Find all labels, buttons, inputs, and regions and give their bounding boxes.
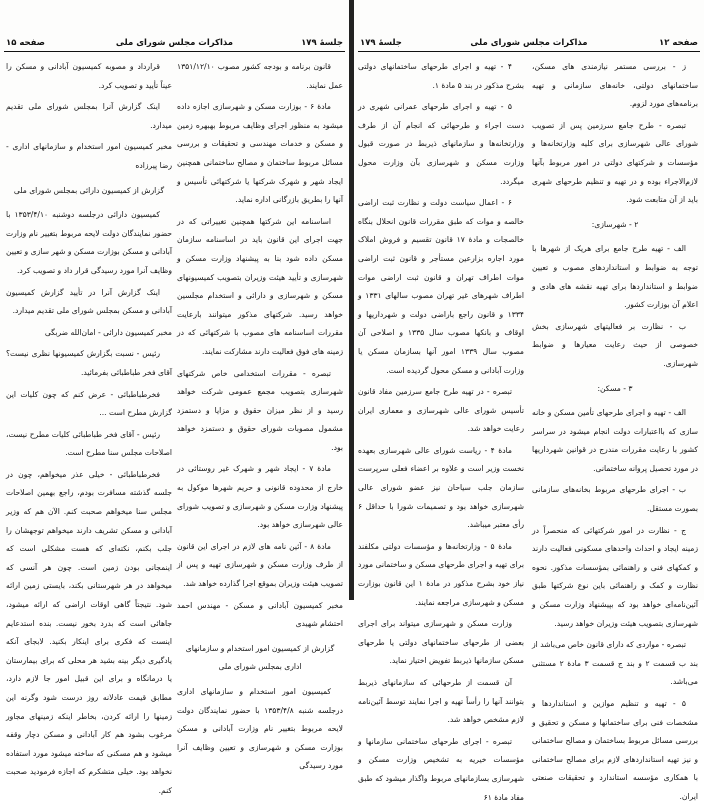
text-column-left [358,58,524,810]
page-number: صفحه ۱۵ [6,38,45,48]
note-paragraph: تبصره - طرح جامع سرزمین پس از تصویب شورای عالی شهرسازی برای کلیه وزارتخانه‌ها و مؤسسات و شرکتهای دولتی در امور مربوط بآنها لازم‌الاجراء بوده و در تهیه و تنظیم طرحهای شهری باید از آن متابعت شود. [532,120,698,205]
section-heading: گزارش از کمیسیون دارائی بمجلس شورای ملی [13,185,165,195]
session-number: جلسهٔ ۱۷۹ [360,38,402,48]
right-page [354,0,704,802]
speaker-paragraph: فخرطباطبائی - خیلی عذر میخواهم، چون در جلسه گذشته مسافرت بودم، راجع بهمین اصلاحات مجلس سنا میخواهم صحبت کنم. الآن هم که وزیر آبادانی و مسکن تشریف دارند میخواهم توجهشان را جلب بکنم، نکته‌ای که هست مشکلی است که اینمجانی بودن زمین است. چون هر آنسی که میخواهد در هر شهرستانی بکند، بایستی زمین ارائه شود. نتیجتاً گاهی اوقات اراضی که ارائه میشود، جاهائی است که بدرد بخور نیست. بنده استدعایم اینست که فکری برای اینکار بکنید. لابجای آنکه یادگیری دیگر بینه بشید هر محلی که برای بیمارستان یا درمانگاه و برای این قبیل امور جا لازم دارد، مطابق قیمت عادلانه روز درست شود وگرنه این زمینها را ارائه کردن، بخاطر اینکه زمینهای مجاور مرغوب بشود هم کار آبادانی و مسکن دچار وقفه میشود و هم مسکنی که ساخته میشود مورد استفاده نخواهد بود. خیلی متشکرم که اجازه فرمودید صحبت کنم. [6,469,172,795]
paragraph: قانون برنامه و بودجه کشور مصوب ۱۳۵۱/۱۲/۱۰ عمل نمایند. [177,62,343,90]
speaker-paragraph: رئیس - نسبت بگزارش کمیسیونها نظری نیست؟ آقای فخر طباطبائی بفرمائید. [6,349,172,377]
paragraph: ج - نظارت در امور شرکتهائی که منحصراً در زمینه ایجاد و احداث واحدهای مسکونی فعالیت دارند و کمکهای فنی و راهنمائی بمؤسسات مذکور. نحوه نظارت و کمک و راهنمائی باین نوع شرکتها طبق آئین‌نامه‌ای خواهد بود که بپیشنهاد وزارت مسکن و شهرسازی بتصویب هیئت وزیران خواهد رسید. [532,525,698,628]
paragraph: ب - اجرای طرحهای مربوط بخانه‌های سازمانی بصورت مستقل. [532,485,698,514]
article-5: مادهٔ ۵ - وزارتخانه‌ها و مؤسسات دولتی مکلفند برای تهیه و اجرای طرحهای مسکن و ساختمانی مورد نیاز خود بشرح مذکور در مادهٔ ۱ این قانون بوزارت مسکن و شهرسازی مراجعه نمایند. [358,541,524,607]
paragraph: ۵ - تهیه و اجرای طرحهای عمرانی شهری در دست اجراء و طرحهائی که انجام آن از طرف وزارتخانه‌ها و سازمانهای ذیربط در صورت قبول وزارت مسکن و شهرسازی بآن وزارت محول میگردد. [358,102,524,186]
text-column-left [6,58,172,804]
signature: مخبر کمیسیون آبادانی و مسکن - مهندس احمد احتشام شهیدی [177,600,343,629]
paragraph: الف - تهیه طرح جامع برای هریک از شهرها با توجه به ضوابط و استانداردهای مصوب و تعیین ضوابط و استانداردها برای تهیه نقشه های هادی و اعلام آن بوزارت کشور. [532,244,698,310]
note-paragraph: تبصره - در تهیه طرح جامع سرزمین مفاد قانون تأسیس شورای عالی شهرسازی و معماری ایران رعایت خواهد شد. [358,387,524,434]
note-paragraph: تبصره - مواردی که دارای قانون خاص می‌باشد از بند ب قسمت ۲ و بند ج قسمت ۳ مادهٔ ۲ مستثنی می‌باشد. [532,640,699,687]
paragraph: الف - تهیه و اجرای طرحهای تأمین مسکن و خانه سازی که بااعتبارات دولت انجام میشود در سراسر کشور با رعایت مقررات مندرج در قوانین شهرداریها در مورد تحصیل پروانه ساختمانی. [532,408,698,473]
article-8: مادهٔ ۸ - آئین نامه های لازم در اجرای این قانون از طرف وزارت مسکن و شهرسازی تهیه و پس از تصویب هیئت وزیران بموقع اجرا گذارده خواهد شد. [177,541,343,589]
note-paragraph: تبصره - مقررات استخدامی خاص شرکتهای شهرسازی بتصویب مجمع عمومی شرکت خواهد رسید و از نظر میزان حقوق و مزایا و دستمزد مشمول مصوبات شورای حقوق و دستمزد خواهد بود. [177,368,343,452]
paragraph: وزارت مسکن و شهرسازی میتواند برای اجرای بعضی از طرحهای ساختمانهای دولتی یا طرحهای مسکن سازمانها ذیربط تفویض اختیار نماید. [358,619,524,666]
subheading: ۲ - شهرسازی: [591,219,639,229]
text-column-right [532,58,698,810]
paragraph: ز - بررسی مستمر نیازمندی های مسکن، ساختمانهای دولتی، خانه‌های سازمانی و تهیه برنامه‌های مورد لزوم. [532,62,698,109]
paragraph: اینک گزارش آنرا بمجلس شورای ملی تقدیم میدارد. [6,102,172,130]
paragraph: کمیسیون دارائی درجلسه دوشنبه ۱۳۵۳/۴/۱۰ با حضور نمایندگان دولت لایحه مربوط بتغییر نام وزارت آبادانی و مسکن بوزارت مسکن و شهر سازی و تعیین وظایف آنرا مورد رسیدگی قرار داد و تصویب کرد. [6,210,172,275]
running-title: مذاکرات مجلس شورای ملی [470,38,588,48]
left-page [0,0,349,795]
paragraph: کمیسیون امور استخدام و سازمانهای اداری درجلسه شنبه ۱۳۵۳/۴/۸ با حضور نمایندگان دولت لایحه مربوط بتغییر نام وزارت آبادانی و مسکن بوزارت مسکن و شهرسازی و تعیین وظایف آنرا مورد رسیدگی [177,687,343,771]
running-title: مذاکرات مجلس شورای ملی [115,38,234,48]
paragraph: ۶ - اعمال سیاست دولت و نظارت ثبت اراضی خالصه و موات که طبق مقررات قانون انحلال بنگاه خالصجات و مادهٔ ۱۷ قانون تقسیم و فروش املاک مورد اجاره بزارعین مستأجر و قانون ثبت اراضی موات اطراف تهران و قانون ثبت اراضی موات اطراف شهرهای غیر تهران مصوب سالهای ۱۳۳۱ و ۱۳۳۴ و قانون راجع باراضی دولت و شهرداریها و اوقاف و بانکها مصوب سال ۱۳۳۵ و اصلاحی آن مصوب سال ۱۳۳۹ امور آنها بسازمان مسکن یا وزارت آبادانی و مسکن محول گردیده است. [358,198,525,375]
article-6: مادهٔ ۶ - بوزارت مسکن و شهرسازی اجازه داده میشود به منظور اجرای وظایف مربوط بهبهره زمین و مسکن و خدمات مهندسی و تحقیقات و بررسی مسائل مربوط ساختمان و مصالح ساختمانی همچنین ایجاد شهر و شهرک شرکتها یا شرکتهائی تأسیس و آنها را بطریق بازرگانی اداره نماید. [177,102,343,205]
article-7: مادهٔ ۷ - ایجاد شهر و شهرک غیر روستائی در خارج از محدوده قانونی و حریم شهرها موکول به پیشنهاد وزارت مسکن و شهرسازی و تصویب شورای عالی شهرسازی خواهد بود. [177,464,343,530]
article-4: مادهٔ ۴ - ریاست شورای عالی شهرسازی بعهده نخست وزیر است و علاوه بر اعضاء فعلی سرپرست سازمان جلب سیاحان نیز عضو شورای عالی شهرسازی خواهد بود و تصمیمات شورا با حداقل ۶ رأی معتبر میباشد. [358,445,524,530]
note-paragraph: تبصره - اجرای طرحهای ساختمانی سازمانها و مؤسسات خیریه به تشخیص وزارت مسکن و شهرسازی بسازمانهای مربوط واگذار میشود که طبق مفاد مادهٔ ۶۱ [358,736,524,802]
text-column-right [177,58,343,779]
paragraph: آن قسمت از طرحهائی که سازمانهای ذیربط بتوانند آنها را رأساً تهیه و اجرا نمایند توسط آئین‌نامه لازم مشخص خواهد شد. [358,678,524,725]
speaker-paragraph: رئیس - آقای فخر طباطبائی کلیات مطرح نیست، اصلاحات مجلس سنا مطرح است. [6,429,172,458]
paragraph: اساسنامه این شرکتها همچنین تغییراتی که در جهت اجرای این قانون باید در اساسنامه سازمان مسکن داده شود بنا به پیشنهاد وزارت مسکن و شهرسازی و تأیید هیئت وزیران بتصویب کمیسیونهای مسکن و شهرسازی و دارائی و استخدام مجلسین خواهد رسید. شرکتهای مذکور میتوانند بارعایت مقررات اساسنامه های مصوب با شرکتهائی که در زمینه های فوق فعالیت دارند مشارکت نمایند. [177,216,343,356]
subheading: ۳ - مسکن: [597,383,633,393]
paragraph: ۵ - تهیه و تنظیم موازین و استانداردها و مشخصات فنی برای ساختمانها و مسکن و تحقیق و بررسی مسائل مربوط بساختمان و مصالح ساختمانی و نیز تهیه استانداردهای لازم برای مصالح ساختمانی با همکاری مؤسسه استاندارد و تحقیقات صنعتی ایران. [532,699,698,801]
paragraph: ۴ - تهیه و اجرای طرحهای ساختمانهای دولتی بشرح مذکور در بند ۵ مادهٔ ۱. [358,62,524,90]
section-heading: گزارش از کمیسیون امور استخدام و سازمانهای اداری بمجلس شورای ملی [185,643,335,672]
speaker-paragraph: فخرطباطبائی - عرض کنم که چون کلیات این گزارش مطرح است ... [6,389,172,418]
paragraph: اینک گزارش آنرا در تأیید گزارش کمیسیون آبادانی و مسکن بمجلس شورای ملی تقدیم میدارد. [6,287,172,316]
page-header [358,37,700,52]
session-number: جلسهٔ ۱۷۹ [301,38,343,48]
page-number: صفحه ۱۲ [659,38,698,48]
paragraph: قرارداد و مصوبه کمیسیون آبادانی و مسکن را عیناً تأیید و تصویب کرد. [6,62,172,90]
paragraph: ب - نظارت بر فعالیتهای شهرسازی بخش خصوصی از حیث رعایت معیارها و ضوابط شهرسازی. [532,321,698,368]
signature: مخبر کمیسیون دارائی - امان‌الله ضربگی [44,327,172,337]
signature: مخبر کمیسیون امور استخدام و سازمانهای اداری - رضا پیرزاده [6,142,172,170]
page-header [4,37,345,52]
